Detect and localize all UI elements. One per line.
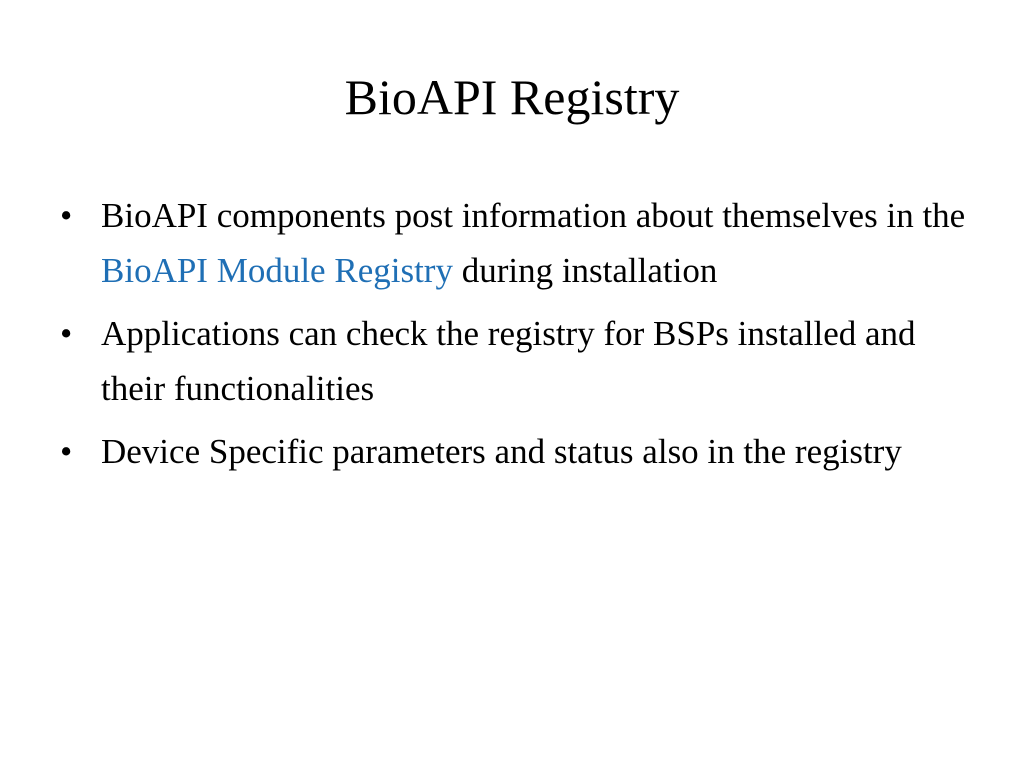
bullet-item [60, 306, 980, 416]
bullet-item [60, 188, 980, 298]
bullet-icon: • [60, 314, 73, 353]
bullet-text-before: BioAPI components post information about themselves in the [101, 196, 966, 235]
bullet-text: Device Specific parameters and status also in the registry [101, 432, 902, 471]
bullet-item [60, 424, 980, 479]
bioapi-module-registry-link: BioAPI Module Registry [101, 251, 453, 290]
bullet-icon: • [60, 196, 73, 235]
slide-title: BioAPI Registry [344, 69, 680, 125]
bullet-text: Applications can check the registry for BSPs installed and their functionalities [101, 314, 916, 408]
bullet-text-after: during installation [452, 251, 718, 290]
bullet-list [60, 188, 980, 487]
bullet-icon: • [60, 432, 73, 471]
